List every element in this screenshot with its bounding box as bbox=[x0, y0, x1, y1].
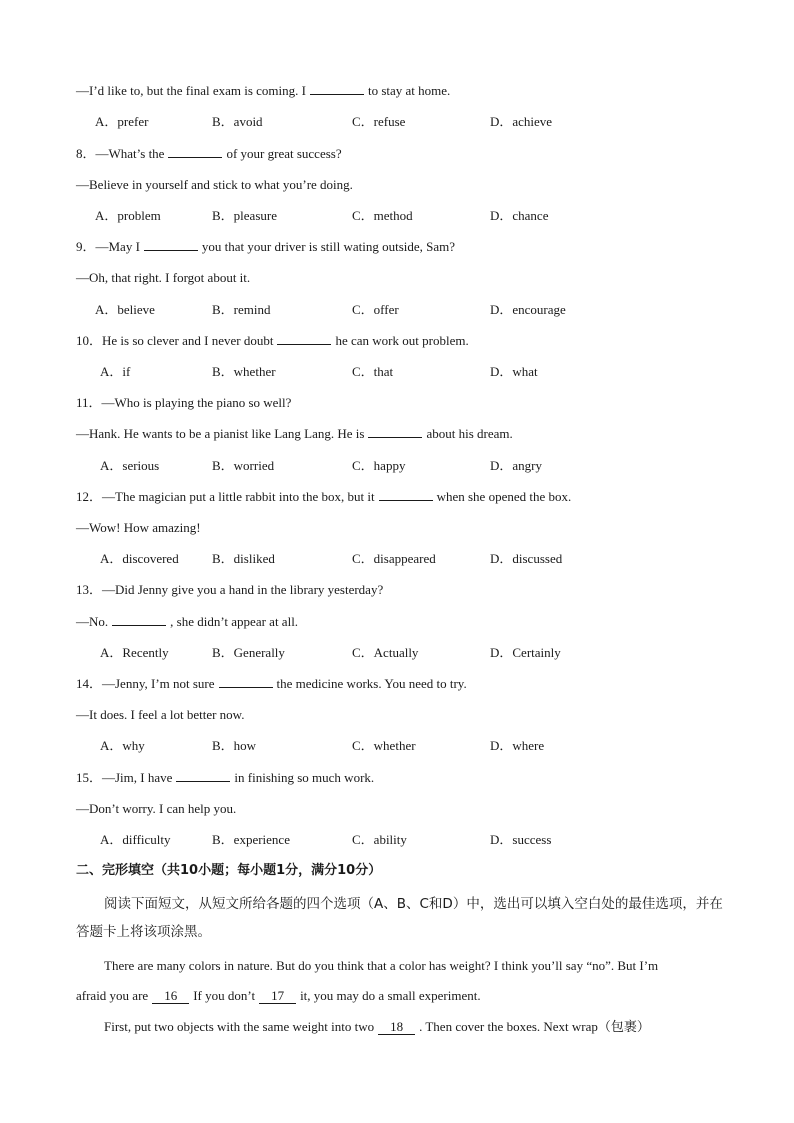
option-a: A．prefer bbox=[95, 114, 149, 129]
answer-blank bbox=[219, 675, 273, 688]
answer-blank bbox=[112, 613, 166, 626]
option-b: B．remind bbox=[212, 302, 271, 317]
q8-stem: 8．—What’s the of your great success? bbox=[76, 146, 342, 161]
option-b: B．how bbox=[212, 738, 257, 753]
answer-blank bbox=[379, 488, 433, 501]
option-b: B．experience bbox=[212, 832, 290, 847]
q11-reply: —Hank. He wants to be a pianist like Lang Lang. He is about his dream. bbox=[76, 426, 513, 441]
option-c: C．whether bbox=[352, 738, 416, 753]
q10-stem: 10．He is so clever and I never doubt he can work out problem. bbox=[76, 333, 469, 348]
q14-reply: —It does. I feel a lot better now. bbox=[76, 707, 245, 722]
q11-options bbox=[0, 457, 794, 475]
option-b: B．whether bbox=[212, 364, 276, 379]
option-d: D．Certainly bbox=[490, 645, 561, 660]
option-d: D．encourage bbox=[490, 302, 566, 317]
q15-options bbox=[0, 831, 794, 849]
q12-stem: 12．—The magician put a little rabbit into the box, but it when she opened the box. bbox=[76, 489, 572, 504]
q13-stem: 13．—Did Jenny give you a hand in the library yesterday? bbox=[76, 582, 384, 597]
q15-reply: —Don’t worry. I can help you. bbox=[76, 801, 237, 816]
option-a: A．serious bbox=[100, 458, 160, 473]
option-d: D．discussed bbox=[490, 551, 563, 566]
option-d: D．where bbox=[490, 738, 545, 753]
option-c: C．offer bbox=[352, 302, 399, 317]
q14-stem: 14．—Jenny, I’m not sure the medicine works. You need to try. bbox=[76, 676, 467, 691]
option-c: C．disappeared bbox=[352, 551, 436, 566]
option-d: D．chance bbox=[490, 208, 549, 223]
option-b: B．Generally bbox=[212, 645, 285, 660]
option-a: A．discovered bbox=[100, 551, 179, 566]
answer-blank bbox=[176, 769, 230, 782]
q9-stem: 9．—May I you that your driver is still wating outside, Sam? bbox=[76, 239, 456, 254]
q9-options bbox=[0, 301, 794, 319]
option-c: C．happy bbox=[352, 458, 406, 473]
q15-stem: 15．—Jim, I have in finishing so much work. bbox=[76, 770, 375, 785]
numbered-blank-17: 17 bbox=[259, 988, 296, 1004]
answer-blank bbox=[368, 425, 422, 438]
option-a: A．why bbox=[100, 738, 145, 753]
passage-line-3: First, put two objects with the same weight into two 18 . Then cover the boxes. Next wrap（包裹） bbox=[104, 1019, 650, 1034]
passage-line-1: There are many colors in nature. But do you think that a color has weight? I think you’ll say “no”. But I’m bbox=[104, 958, 659, 973]
option-b: B．pleasure bbox=[212, 208, 277, 223]
section-title: 二、完形填空（共10小题；每小题1分，满分10分） bbox=[76, 863, 382, 878]
option-d: D．angry bbox=[490, 458, 542, 473]
q7-options bbox=[0, 113, 794, 131]
option-a: A．problem bbox=[95, 208, 161, 223]
option-c: C．ability bbox=[352, 832, 407, 847]
q7-reply: —I’d like to, but the final exam is coming. I to stay at home. bbox=[76, 83, 451, 98]
q13-options bbox=[0, 644, 794, 662]
numbered-blank-16: 16 bbox=[152, 988, 189, 1004]
section-instruction: 阅读下面短文，从短文所给各题的四个选项（A、B、C和D）中，选出可以填入空白处的最佳选项，并在答题卡上将该项涂黑。 bbox=[76, 896, 723, 940]
option-c: C．that bbox=[352, 364, 394, 379]
answer-blank bbox=[144, 238, 198, 251]
answer-blank bbox=[310, 82, 364, 95]
answer-blank bbox=[168, 145, 222, 158]
option-d: D．success bbox=[490, 832, 552, 847]
option-c: C．Actually bbox=[352, 645, 419, 660]
q10-options bbox=[0, 363, 794, 381]
q11-stem: 11．—Who is playing the piano so well? bbox=[76, 395, 292, 410]
option-b: B．avoid bbox=[212, 114, 263, 129]
option-d: D．achieve bbox=[490, 114, 553, 129]
passage-line-2: afraid you are 16 If you don’t 17 it, you may do a small experiment. bbox=[76, 988, 481, 1003]
option-a: A．if bbox=[100, 364, 131, 379]
option-a: A．Recently bbox=[100, 645, 169, 660]
q13-reply: —No. , she didn’t appear at all. bbox=[76, 614, 299, 629]
option-c: C．method bbox=[352, 208, 413, 223]
option-a: A．believe bbox=[95, 302, 155, 317]
answer-blank bbox=[277, 332, 331, 345]
numbered-blank-18: 18 bbox=[378, 1019, 415, 1035]
q8-options bbox=[0, 207, 794, 225]
option-b: B．worried bbox=[212, 458, 275, 473]
option-d: D．what bbox=[490, 364, 538, 379]
q8-reply: —Believe in yourself and stick to what you’re doing. bbox=[76, 177, 353, 192]
q12-reply: —Wow! How amazing! bbox=[76, 520, 201, 535]
q14-options bbox=[0, 737, 794, 755]
option-b: B．disliked bbox=[212, 551, 275, 566]
q12-options bbox=[0, 550, 794, 568]
option-c: C．refuse bbox=[352, 114, 406, 129]
q9-reply: —Oh, that right. I forgot about it. bbox=[76, 270, 251, 285]
option-a: A．difficulty bbox=[100, 832, 171, 847]
